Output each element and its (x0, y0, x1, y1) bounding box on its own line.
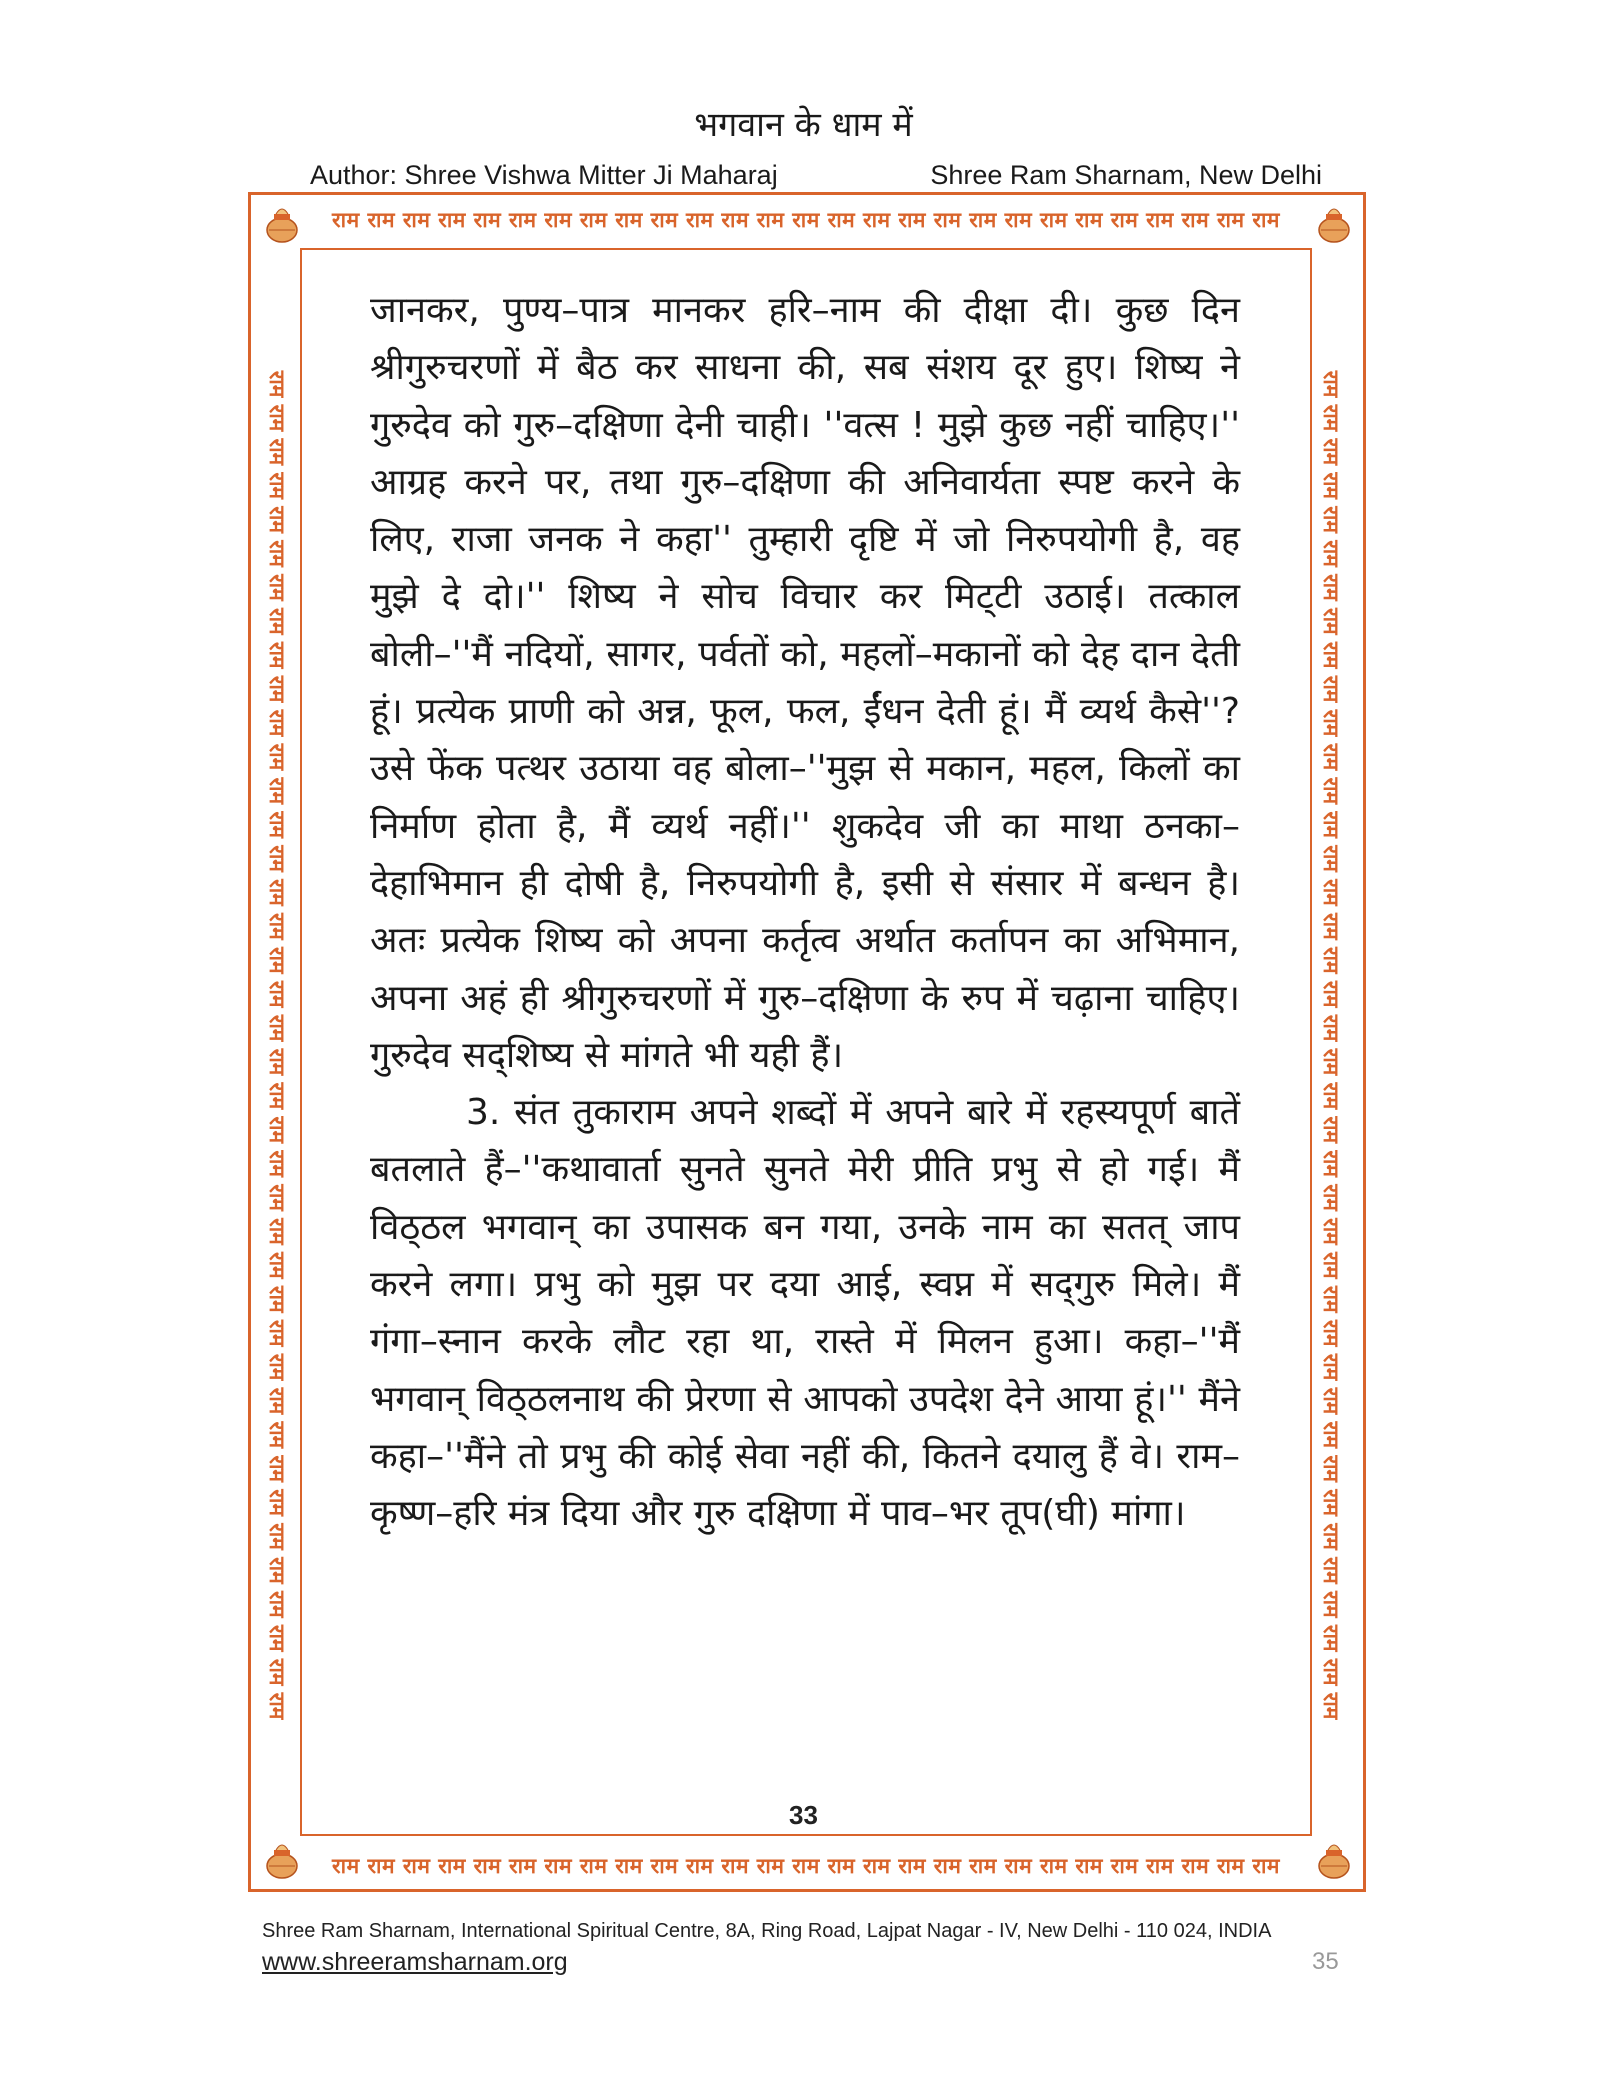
border-ram-left: राम राम राम राम राम राम राम राम राम राम राम राम राम राम राम राम राम राम राम राम राम राम राम राम राम राम राम राम राम राम राम राम राम राम राम राम राम राम राम राम (265, 370, 289, 1720)
border-ram-right: राम राम राम राम राम राम राम राम राम राम राम राम राम राम राम राम राम राम राम राम राम राम राम राम राम राम राम राम राम राम राम राम राम राम राम राम राम राम राम राम (1319, 370, 1343, 1720)
paragraph: जानकर, पुण्य–पात्र मानकर हरि–नाम की दीक्षा दी। कुछ दिन श्रीगुरुचरणों में बैठ कर साधना की, सब संशय दूर हुए। शिष्य ने गुरुदेव को गुरु–दक्षिणा देनी चाही। ''वत्स ! मुझे कुछ नहीं चाहिए।'' आग्रह करने पर, तथा गुरु–दक्षिणा की अनिवार्यता स्पष्ट करने के लिए, राजा जनक ने कहा'' तुम्हारी दृष्टि में जो निरुपयोगी है, वह मुझे दे दो।'' शिष्य ने सोच विचार कर मिट्‌टी उठाई। तत्काल बोली–''मैं नदियों, सागर, पर्वतों को, महलों–मकानों को देह दान देती हूं। प्रत्येक प्राणी को अन्न, फूल, फल, ईंधन देती हूं। मैं व्यर्थ कैसे''? उसे फेंक पत्थर उठाया वह बोला–''मुझ से मकान, महल, किलों का निर्माण होता है, मैं व्यर्थ नहीं।'' शुकदेव जी का माथा ठनका–देहाभिमान ही दोषी है, निरुपयोगी है, इसी से संसार में बन्धन है। अतः प्रत्येक शिष्य को अपना कर्तृत्व अर्थात कर्तापन का अभिमान, अपना अहं ही श्रीगुरुचरणों में गुरु–दक्षिणा के रुप में चढ़ाना चाहिए। गुरुदेव सद्‌शिष्य से मांगते भी यही हैं। (370, 290, 1240, 1076)
pdf-page-number: 35 (1312, 1948, 1339, 1975)
kalash-icon (260, 1838, 304, 1882)
border-ram-bottom: राम राम राम राम राम राम राम राम राम राम राम राम राम राम राम राम राम राम राम राम राम राम राम राम राम राम राम (332, 1854, 1280, 1878)
kalash-icon (1312, 202, 1356, 246)
footer-address: Shree Ram Sharnam, International Spiritual Centre, 8A, Ring Road, Lajpat Nagar - IV, New Delhi - 110 024, INDIA (262, 1920, 1272, 1942)
page-number: 33 (789, 1800, 818, 1830)
author-line: Author: Shree Vishwa Mitter Ji Maharaj (310, 160, 778, 190)
kalash-icon (260, 202, 304, 246)
border-ram-top: राम राम राम राम राम राम राम राम राम राम राम राम राम राम राम राम राम राम राम राम राम राम राम राम राम राम राम (332, 208, 1280, 232)
kalash-icon (1312, 1838, 1356, 1882)
paragraph: 3. संत तुकाराम अपने शब्दों में अपने बारे में रहस्यपूर्ण बातें बतलाते हैं–''कथावार्ता सुनते सुनते मेरी प्रीति प्रभु से हो गई। मैं विठ्‌ठल भगवान् का उपासक बन गया, उनके नाम का सतत् जाप करने लगा। प्रभु को मुझ पर दया आई, स्वप्न में सद्‌गुरु मिले। मैं गंगा–स्नान करके लौट रहा था, रास्ते में मिलन हुआ। कहा–''मैं भगवान् विठ्‌ठलनाथ की प्रेरणा से आपको उपदेश देने आया हूं।'' मैंने कहा–''मैंने तो प्रभु की कोई सेवा नहीं की, कितने दयालु हैं वे। राम–कृष्ण–हरि मंत्र दिया और गुरु दक्षिणा में पाव–भर तूप(घी) मांगा। (370, 1092, 1240, 1535)
main-text (370, 282, 1240, 1543)
website-link[interactable]: www.shreeramsharnam.org (262, 1948, 568, 1976)
book-title: भगवान के धाम में (694, 105, 913, 145)
organization-line: Shree Ram Sharnam, New Delhi (930, 160, 1322, 190)
